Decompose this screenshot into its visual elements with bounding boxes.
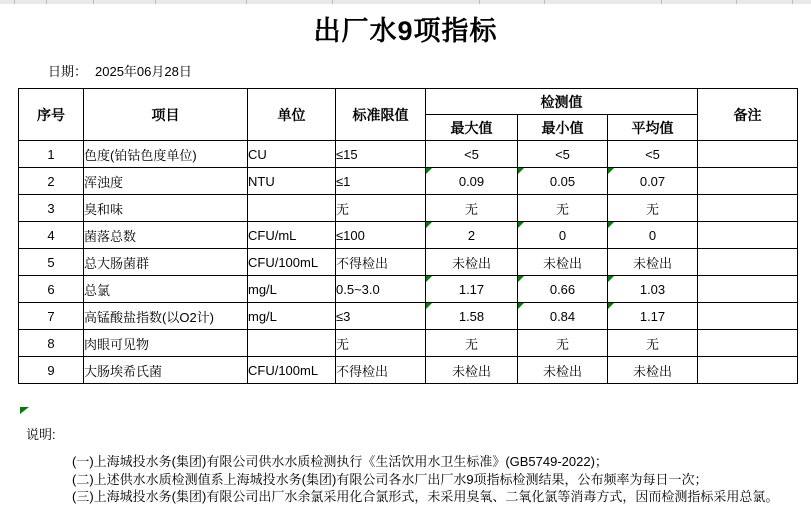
table-row — [19, 195, 798, 222]
green-corner-flag-icon — [518, 222, 524, 228]
table-row — [19, 303, 798, 330]
cell-limit: ≤3 — [336, 303, 426, 330]
cell-limit: 0.5~3.0 — [336, 276, 426, 303]
note-line: (三)上海城投水务(集团)有限公司出厂水余氯采用化合氯形式，未采用臭氧、二氧化氯等消毒方式，因而检测指标采用总氯。 — [72, 489, 779, 504]
table-row — [19, 168, 798, 195]
green-corner-flag-icon — [426, 276, 432, 282]
cell-max: <5 — [426, 141, 518, 168]
green-corner-flag-icon — [518, 168, 524, 174]
cell-item: 总大肠菌群 — [84, 249, 248, 276]
notes-label: 说明: — [26, 427, 56, 442]
green-corner-flag-icon — [608, 222, 614, 228]
grid-tick — [246, 0, 247, 4]
cell-unit: mg/L — [248, 276, 336, 303]
header-remark: 备注 — [698, 89, 798, 141]
cell-avg: 1.17 — [608, 303, 698, 330]
cell-no: 1 — [19, 141, 84, 168]
cell-item: 浑浊度 — [84, 168, 248, 195]
grid-tick — [479, 0, 480, 4]
grid-tick — [661, 0, 662, 4]
cell-remark — [698, 357, 798, 384]
green-corner-flag-icon — [426, 222, 432, 228]
header-unit: 单位 — [248, 89, 336, 141]
table-row — [19, 357, 798, 384]
cell-no: 7 — [19, 303, 84, 330]
cell-remark — [698, 141, 798, 168]
header-avg: 平均值 — [608, 115, 698, 141]
table-row — [19, 249, 798, 276]
cell-avg: <5 — [608, 141, 698, 168]
green-corner-flag-icon — [518, 303, 524, 309]
table-row — [19, 330, 798, 357]
cell-limit: ≤100 — [336, 222, 426, 249]
green-corner-flag-icon — [426, 168, 432, 174]
cell-limit: 不得检出 — [336, 249, 426, 276]
cell-max: 未检出 — [426, 249, 518, 276]
cell-remark — [698, 276, 798, 303]
grid-tick — [155, 0, 156, 4]
cell-limit: 无 — [336, 195, 426, 222]
cell-item: 总氯 — [84, 276, 248, 303]
cell-max: 无 — [426, 195, 518, 222]
header-limit: 标准限值 — [336, 89, 426, 141]
cell-max: 1.17 — [426, 276, 518, 303]
green-corner-flag-icon — [608, 168, 614, 174]
header-detection: 检测值 — [426, 89, 698, 115]
cell-avg: 未检出 — [608, 249, 698, 276]
green-corner-flag-icon — [608, 276, 614, 282]
cell-limit: ≤15 — [336, 141, 426, 168]
cell-no: 9 — [19, 357, 84, 384]
cell-max: 无 — [426, 330, 518, 357]
cell-remark — [698, 168, 798, 195]
table-row — [19, 222, 798, 249]
cell-max: 未检出 — [426, 357, 518, 384]
date-label: 日期： — [48, 64, 88, 79]
cell-min: 未检出 — [518, 357, 608, 384]
grid-tick — [544, 0, 545, 4]
cell-min: 0.66 — [518, 276, 608, 303]
cell-limit: 不得检出 — [336, 357, 426, 384]
cell-no: 3 — [19, 195, 84, 222]
grid-tick — [792, 0, 793, 4]
cell-limit: 无 — [336, 330, 426, 357]
notes-list — [72, 453, 778, 506]
table-row — [19, 141, 798, 168]
cell-min: 0 — [518, 222, 608, 249]
cell-no: 6 — [19, 276, 84, 303]
cell-min: 0.84 — [518, 303, 608, 330]
cell-item: 菌落总数 — [84, 222, 248, 249]
cell-unit: mg/L — [248, 303, 336, 330]
cell-unit: CFU/100mL — [248, 357, 336, 384]
cell-avg: 无 — [608, 195, 698, 222]
cell-remark — [698, 249, 798, 276]
page-title: 出厂水9项指标 — [313, 16, 498, 46]
cell-unit: CFU/mL — [248, 222, 336, 249]
cell-unit — [248, 330, 336, 357]
grid-tick — [93, 0, 94, 4]
cell-remark — [698, 330, 798, 357]
table-row — [19, 276, 798, 303]
header-item: 项目 — [84, 89, 248, 141]
cell-avg: 0.07 — [608, 168, 698, 195]
cell-item: 高锰酸盐指数(以O2计) — [84, 303, 248, 330]
indicators-table — [18, 88, 798, 384]
green-corner-marker-icon — [20, 407, 29, 414]
cell-item: 大肠埃希氏菌 — [84, 357, 248, 384]
spreadsheet-grid-strip — [0, 0, 811, 4]
cell-no: 5 — [19, 249, 84, 276]
cell-item: 色度(铂钴色度单位) — [84, 141, 248, 168]
cell-avg: 未检出 — [608, 357, 698, 384]
note-line: (二)上述供水水质检测值系上海城投水务(集团)有限公司各水厂出厂水9项指标检测结果，公布频率为每日一次； — [72, 471, 708, 487]
cell-item: 肉眼可见物 — [84, 330, 248, 357]
header-no: 序号 — [19, 89, 84, 141]
cell-min: 0.05 — [518, 168, 608, 195]
green-corner-flag-icon — [608, 303, 614, 309]
cell-avg: 0 — [608, 222, 698, 249]
cell-remark — [698, 303, 798, 330]
cell-unit — [248, 195, 336, 222]
cell-unit: CU — [248, 141, 336, 168]
cell-max: 2 — [426, 222, 518, 249]
note-line: (一)上海城投水务(集团)有限公司供水水质检测执行《生活饮用水卫生标准》(GB5749-2022)； — [72, 454, 608, 469]
cell-no: 4 — [19, 222, 84, 249]
cell-min: 未检出 — [518, 249, 608, 276]
grid-tick — [46, 0, 47, 4]
cell-unit: CFU/100mL — [248, 249, 336, 276]
grid-tick — [14, 0, 15, 4]
cell-max: 1.58 — [426, 303, 518, 330]
green-corner-flag-icon — [426, 303, 432, 309]
grid-tick — [736, 0, 737, 4]
cell-max: 0.09 — [426, 168, 518, 195]
header-min: 最小值 — [518, 115, 608, 141]
cell-limit: ≤1 — [336, 168, 426, 195]
header-max: 最大值 — [426, 115, 518, 141]
cell-remark — [698, 195, 798, 222]
cell-no: 8 — [19, 330, 84, 357]
cell-min: 无 — [518, 195, 608, 222]
date-value: 2025年06月28日 — [95, 64, 192, 79]
green-corner-flag-icon — [518, 276, 524, 282]
cell-avg: 1.03 — [608, 276, 698, 303]
cell-no: 2 — [19, 168, 84, 195]
grid-tick — [332, 0, 333, 4]
cell-unit: NTU — [248, 168, 336, 195]
cell-item: 臭和味 — [84, 195, 248, 222]
cell-min: <5 — [518, 141, 608, 168]
table-body — [19, 141, 798, 384]
date-line — [48, 61, 192, 80]
cell-min: 无 — [518, 330, 608, 357]
cell-avg: 无 — [608, 330, 698, 357]
cell-remark — [698, 222, 798, 249]
